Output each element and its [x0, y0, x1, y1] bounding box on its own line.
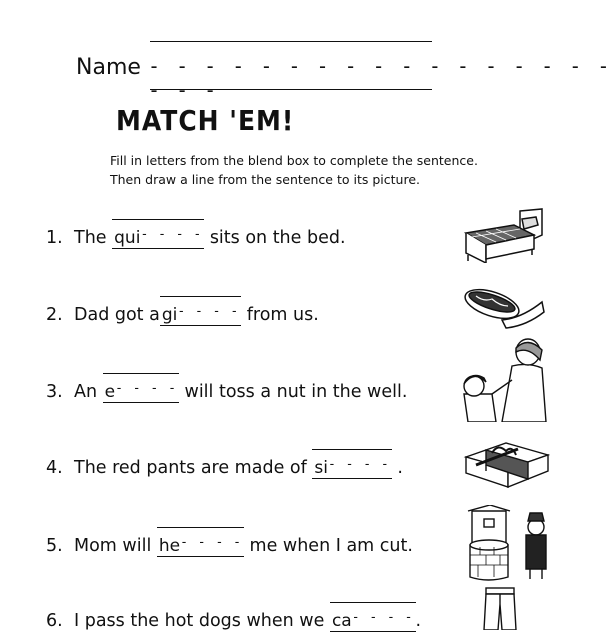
fill-blank[interactable]	[330, 610, 416, 632]
blank-dashes: - - - -	[140, 227, 203, 242]
blank-dashes: - - - -	[351, 610, 414, 625]
blank-hint: e	[104, 382, 116, 402]
blank-dashes: - - - -	[115, 381, 177, 396]
worksheet-title: MATCH 'EM!	[116, 104, 295, 137]
gift-box-icon[interactable]	[462, 437, 550, 489]
sentence-5	[46, 535, 413, 557]
fill-blank[interactable]	[112, 227, 204, 249]
hot-dog-icon[interactable]	[462, 282, 546, 332]
bed-icon[interactable]	[462, 205, 548, 263]
sentence-text-after: .	[397, 458, 403, 478]
blank-hint: he	[158, 536, 181, 556]
sentence-text-before: I pass the hot dogs when we	[74, 611, 325, 631]
wishing-well-icon[interactable]	[464, 505, 548, 581]
sentence-6	[46, 610, 421, 632]
name-guide-line-top	[150, 41, 432, 42]
sentence-number: 1.	[46, 228, 63, 248]
sentence-text-before: The red pants are made of	[74, 458, 307, 478]
instruction-line-2: Then draw a line from the sentence to its picture.	[110, 172, 420, 187]
blank-dashes: - - - -	[177, 304, 240, 319]
blank-hint: qui	[114, 228, 141, 248]
blank-hint: ca	[331, 611, 352, 631]
sentence-text-before: An	[74, 382, 98, 402]
fill-blank[interactable]	[157, 535, 244, 557]
instruction-line-1: Fill in letters from the blend box to complete the sentence.	[110, 153, 478, 168]
sentence-number: 2.	[46, 305, 63, 325]
fill-blank[interactable]	[160, 304, 241, 326]
sentence-text-before: Mom will	[74, 536, 152, 556]
pants-icon[interactable]	[480, 586, 520, 630]
sentence-text-after: sits on the bed.	[209, 228, 346, 248]
sentence-3	[46, 381, 407, 403]
sentence-text-after: .	[415, 611, 422, 631]
sentence-text-before: Dad got a	[74, 305, 160, 325]
sentence-number: 3.	[46, 382, 63, 402]
sentence-text-after: will toss a nut in the well.	[184, 382, 408, 402]
sentence-number: 5.	[46, 536, 63, 556]
blank-hint: gi	[161, 305, 178, 325]
blank-hint: si	[314, 458, 328, 478]
sentence-text-before: The	[74, 228, 107, 248]
name-label: Name	[76, 55, 141, 80]
blank-dashes: - - - -	[327, 457, 390, 472]
name-field[interactable]: - - - - - - - - - - - - - - - - - - - -	[148, 54, 612, 102]
fill-blank[interactable]	[103, 381, 179, 403]
name-guide-line-bottom	[150, 89, 432, 90]
blank-dashes: - - - -	[180, 535, 242, 550]
fill-blank[interactable]	[312, 457, 391, 479]
sentence-number: 4.	[46, 458, 63, 478]
sentence-2	[46, 304, 319, 326]
sentence-text-after: me when I am cut.	[249, 536, 413, 556]
sentence-number: 6.	[46, 611, 63, 631]
sentence-1	[46, 227, 346, 249]
sentence-text-after: from us.	[246, 305, 319, 325]
mother-child-icon[interactable]	[462, 338, 548, 422]
sentence-4	[46, 457, 403, 479]
